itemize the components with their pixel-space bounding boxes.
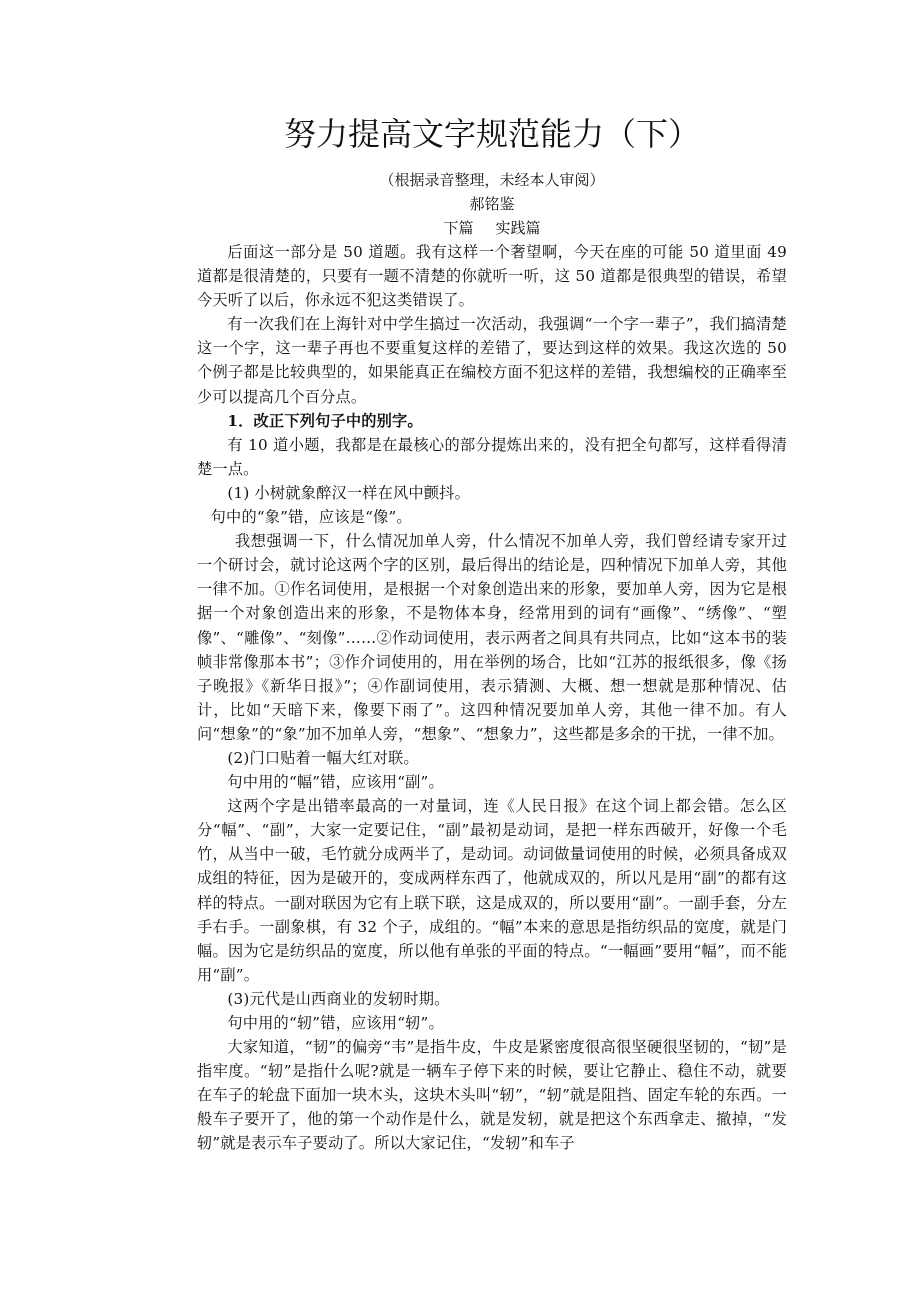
paragraph: 后面这一部分是 50 道题。我有这样一个奢望啊，今天在座的可能 50 道里面 49 道都是很清楚的，只要有一题不清楚的你就听一听，这 50 道都是很典型的错误，希望今天听了以后，你永远不犯这类错误了。 (197, 243, 787, 310)
author: 郝铭鉴 (469, 195, 515, 213)
example-sentence: (2)门口贴着一幅大红对联。 (227, 748, 419, 767)
document-body (197, 112, 787, 1156)
example-sentence: (3)元代是山西商业的发轫时期。 (227, 989, 450, 1008)
answer-line: 句中用的“幅”错，应该用“副”。 (227, 773, 444, 792)
paragraph: 有一次我们在上海针对中学生搞过一次活动，我强调“一个字一辈子”，我们搞清楚这一个字，这一辈子再也不要重复这样的差错了，要达到这样的效果。我这次选的 50 个例子都是比较典型的，如果能真正在编校方面不犯这样的差错，我想编校的正确率至少可以提高几个百分点。 (197, 315, 787, 406)
example-sentence: (1) 小树就象醉汉一样在风中颤抖。 (227, 483, 470, 502)
section-name: 实践篇 (495, 219, 541, 237)
section-heading (197, 216, 787, 240)
page-title: 努力提高文字规范能力（下） (283, 115, 700, 153)
answer-line: 句中用的“轫”错，应该用“轫”。 (227, 1014, 444, 1032)
paragraph: 我想强调一下，什么情况加单人旁，什么情况不加单人旁，我们曾经请专家开过一个研讨会，就讨论这两个字的区别，最后得出的结论是，四种情况下加单人旁，其他一律不加。①作名词使用，是根据一个对象创造出来的形象，要加单人旁，因为它是根据一个对象创造出来的形象，不是物体本身，经常用到的词有“画像”、“绣像”、“塑像”、“雕像”、“刻像”……②作动词使用，表示两者之间具有共同点，比如“这本书的装帧非常像那本书”；③作介词使用的，用在举例的场合，比如“江苏的报纸很多，像《扬子晚报》《新华日报》”；④作副词使用，表示猜测、大概、想一想就是那种情况、估计，比如“天暗下来，像要下雨了”。这四种情况要加单人旁，其他一律不加。有人问“想象”的“象”加不加单人旁，“想象”、“想象力”，这些都是多余的干扰，一律不加。 (197, 532, 787, 743)
section-part: 下篇 (443, 219, 474, 237)
paragraph: 这两个字是出错率最高的一对量词，连《人民日报》在这个词上都会错。怎么区分“幅”、“副”，大家一定要记住，“副”最初是动词，是把一样东西破开，好像一个毛竹，从当中一破，毛竹就分成两半了，是动词。动词做量词使用的时候，必须具备成双成组的特征，因为是破开的，变成两样东西了，他就成双的，所以凡是用“副”的都有这样的特点。一副对联因为它有上联下联，这是成双的，所以要用“副”。一副手套，分左手右手。一副象棋，有 32 个子，成组的。“幅”本来的意思是指纺织品的宽度，就是门幅。因为它是纺织品的宽度，所以他有单张的平面的特点。“一幅画”要用“幅”，而不能用“副”。 (197, 797, 787, 984)
question-heading: 1．改正下列句子中的别字。 (227, 411, 423, 430)
paragraph: 大家知道，“韧”的偏旁“韦”是指牛皮，牛皮是紧密度很高很坚硬很坚韧的，“韧”是指牢度。“轫”是指什么呢?就是一辆车子停下来的时候，要让它静止、稳住不动，就要在车子的轮盘下面加一块木头，这块木头叫“轫”，“轫”就是阻挡、固定车轮的东西。一般车子要开了，他的第一个动作是什么，就是发轫，就是把这个东西拿走、撤掉，“发轫”就是表示车子要动了。所以大家记住，“发轫”和车子 (197, 1038, 787, 1153)
paragraph: 有 10 道小题，我都是在最核心的部分提炼出来的，没有把全句都写，这样看得清楚一点。 (197, 435, 787, 478)
subtitle: （根据录音整理，未经本人审阅） (379, 171, 605, 189)
answer-line: 句中的“象”错，应该是“像”。 (210, 508, 412, 527)
